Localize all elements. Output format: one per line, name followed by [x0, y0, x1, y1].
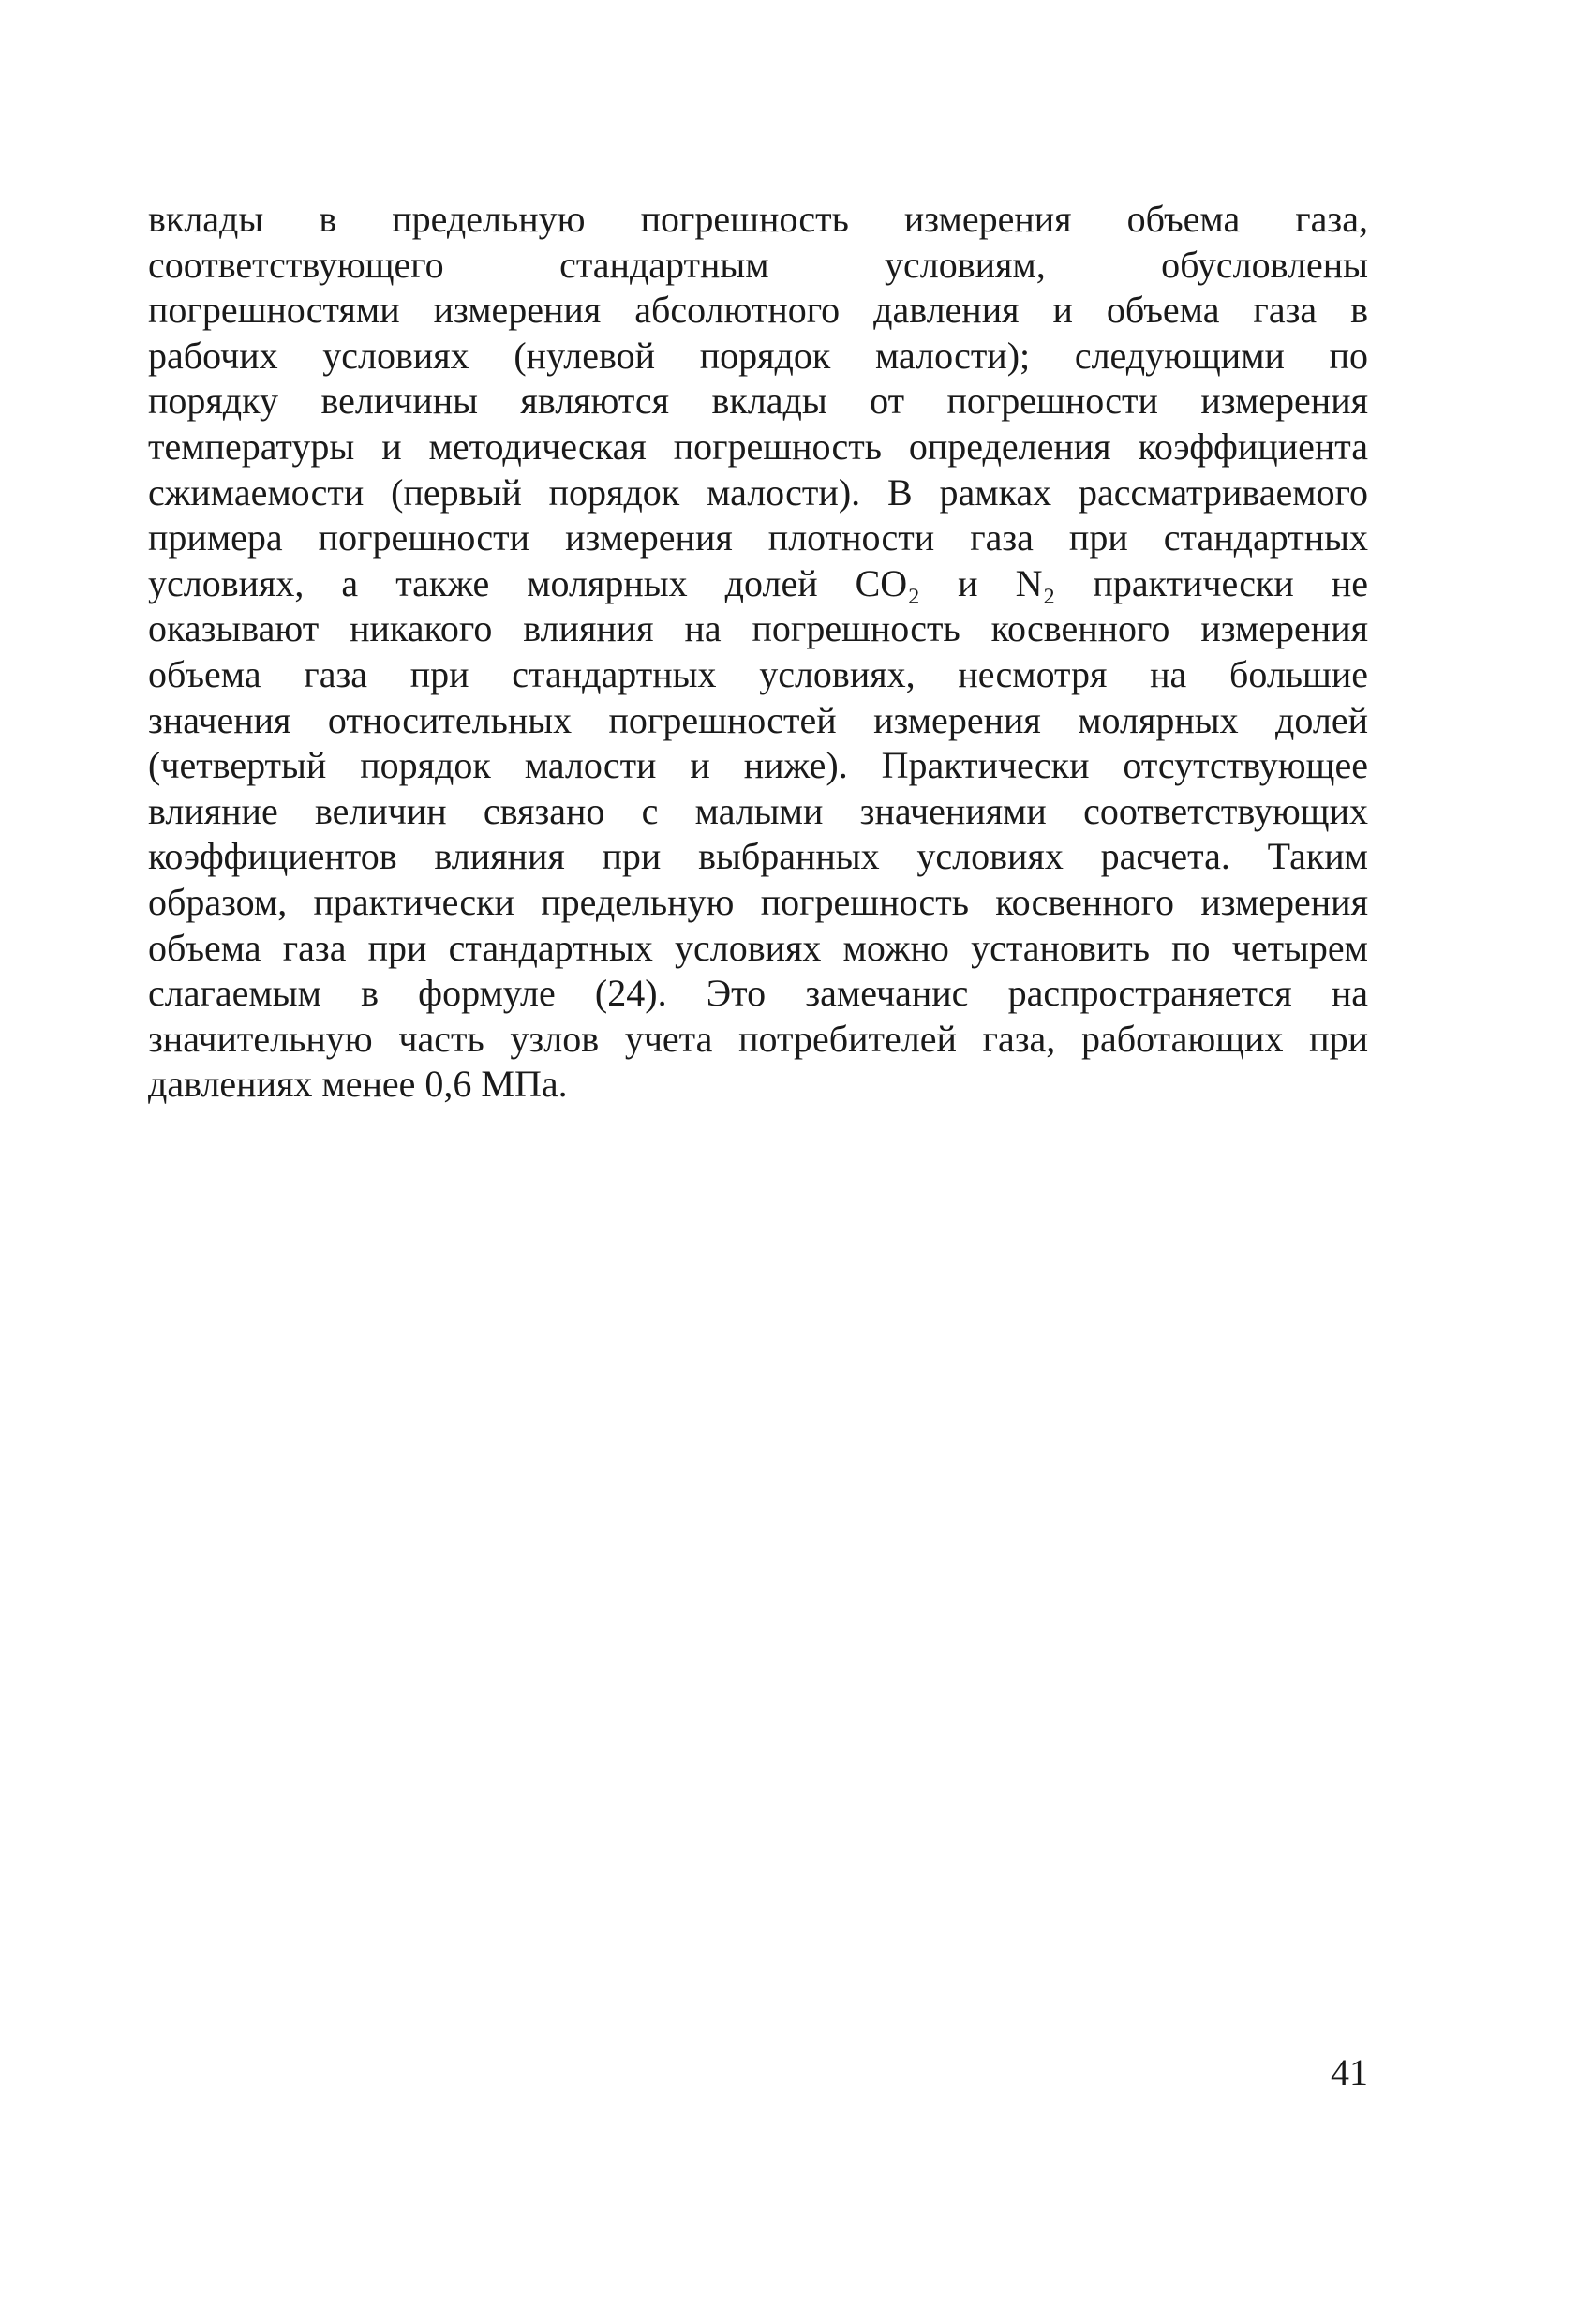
- text-line: соответствующего стандартным условиям, обусловлены: [148, 243, 1368, 286]
- text-line: слагаемым в формуле (24). Это замечанис распространяется на: [148, 972, 1368, 1015]
- text-line: объема газа при стандартных условиях можно установить по четырем: [148, 926, 1368, 969]
- text-line: (четвертый порядок малости и ниже). Практически отсутствующее: [148, 744, 1368, 787]
- text-line: условиях, а также молярных долей CO₂ и N₂ практически не: [148, 561, 1368, 604]
- text-line: коэффициентов влияния при выбранных условиях расчета. Таким: [148, 835, 1368, 878]
- text-line: рабочих условиях (нулевой порядок малости); следующими по: [148, 334, 1368, 377]
- text-line: влияние величин связано с малыми значениями соответствующих: [148, 789, 1368, 832]
- text-line: вклады в предельную погрешность измерения объема газа,: [148, 198, 1368, 240]
- text-line: температуры и методическая погрешность определения коэффициента: [148, 425, 1368, 468]
- text-line: порядку величины являются вклады от погрешности измерения: [148, 380, 1368, 423]
- text-line: погрешностями измерения абсолютного давления и объема газа в: [148, 289, 1368, 332]
- text-line: давлениях менее 0,6 МПа.: [148, 1063, 568, 1106]
- text-line: значения относительных погрешностей измерения молярных долей: [148, 698, 1368, 741]
- text-line: образом, практически предельную погрешность косвенного измерения: [148, 880, 1368, 923]
- page-number: 41: [1331, 2051, 1368, 2093]
- text-line: оказывают никакого влияния на погрешность косвенного измерения: [148, 607, 1368, 650]
- text-line: объема газа при стандартных условиях, несмотря на большие: [148, 652, 1368, 695]
- text-line: значительную часть узлов учета потребителей газа, работающих при: [148, 1017, 1368, 1060]
- body-paragraph: [148, 197, 1368, 1108]
- text-line: примера погрешности измерения плотности газа при стандартных: [148, 516, 1368, 559]
- text-line: сжимаемости (первый порядок малости). В рамках рассматриваемого: [148, 470, 1368, 514]
